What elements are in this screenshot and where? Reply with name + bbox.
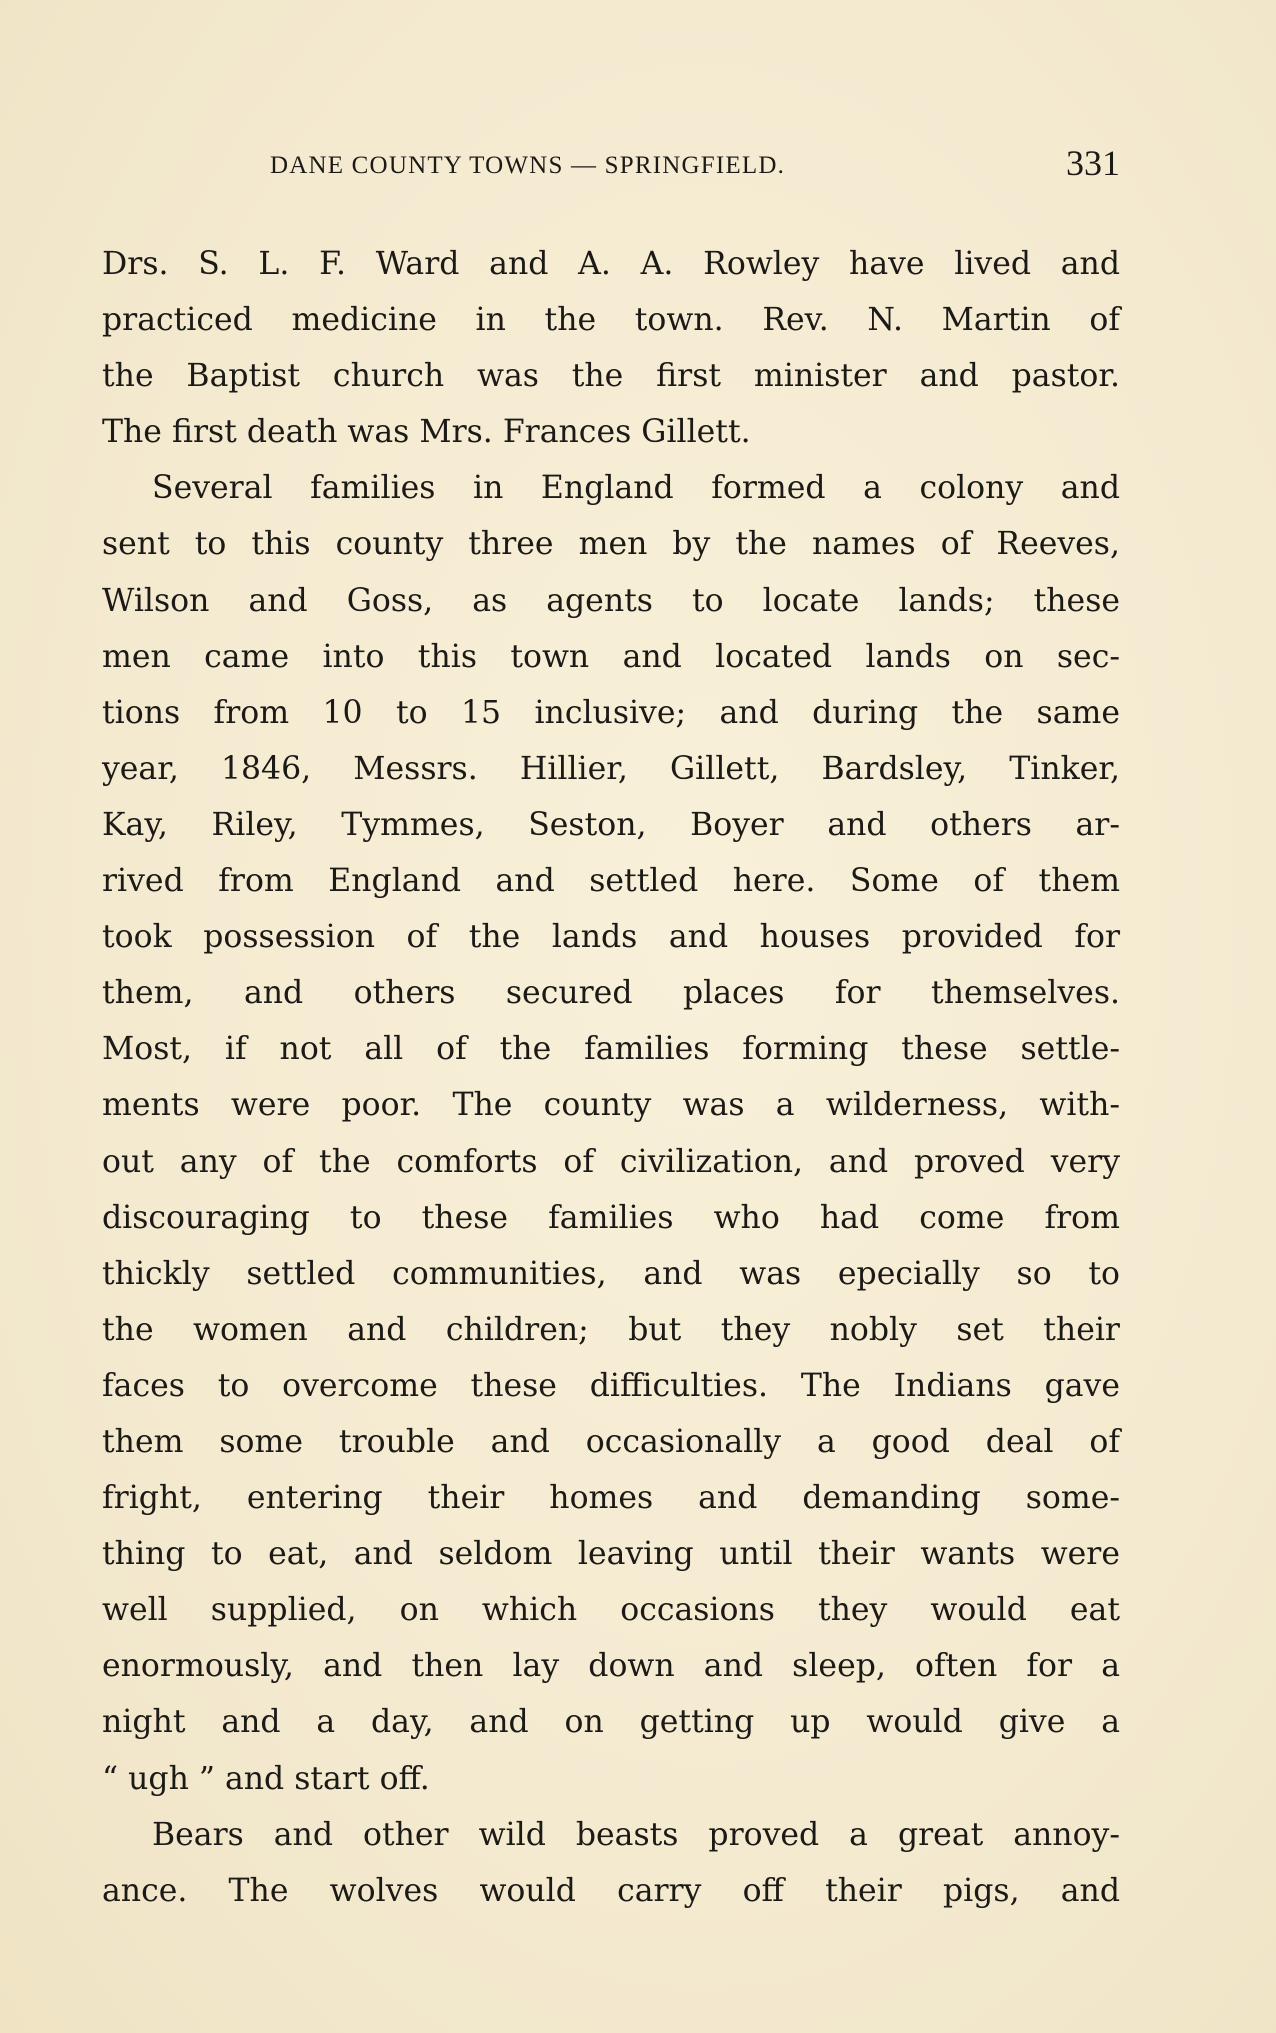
text-line: Wilson and Goss, as agents to locate lands; these — [102, 582, 1120, 619]
text-line: Most, if not all of the families forming these settle- — [102, 1031, 1120, 1068]
text-line: night and a day, and on getting up would give a — [102, 1704, 1120, 1741]
paragraph — [102, 460, 1120, 1806]
page-number: 331 — [1066, 143, 1120, 183]
text-line: ance. The wolves would carry off their pigs, and — [102, 1872, 1120, 1909]
text-line: the Baptist church was the first minister and pastor. — [102, 358, 1120, 395]
running-head — [102, 143, 1120, 186]
paragraph — [102, 1807, 1120, 1919]
text-line: The first death was Mrs. Frances Gillett. — [102, 414, 751, 451]
text-line: the women and children; but they nobly set their — [102, 1311, 1120, 1348]
text-line: well supplied, on which occasions they would eat — [102, 1592, 1120, 1629]
text-line: fright, entering their homes and demanding some- — [102, 1480, 1120, 1517]
text-line: took possession of the lands and houses provided for — [102, 919, 1120, 956]
text-line: rived from England and settled here. Some of them — [102, 863, 1120, 900]
text-line: “ ugh ” and start off. — [102, 1760, 430, 1797]
text-line: out any of the comforts of civilization, and proved very — [102, 1143, 1120, 1180]
paragraph — [102, 236, 1120, 460]
text-line: them some trouble and occasionally a good deal of — [102, 1423, 1120, 1460]
running-head-title: DANE COUNTY TOWNS — SPRINGFIELD. — [270, 152, 786, 179]
text-line: ments were poor. The county was a wilderness, with- — [102, 1087, 1120, 1124]
text-line: Several families in England formed a colony and — [152, 470, 1120, 507]
body-text — [102, 236, 1120, 1919]
text-line: thing to eat, and seldom leaving until their wants were — [102, 1536, 1120, 1573]
text-line: discouraging to these families who had come from — [102, 1199, 1120, 1236]
text-line: year, 1846, Messrs. Hillier, Gillett, Bardsley, Tinker, — [102, 750, 1120, 787]
text-line: men came into this town and located lands on sec- — [102, 638, 1120, 675]
text-line: sent to this county three men by the names of Reeves, — [102, 526, 1120, 563]
text-line: thickly settled communities, and was epecially so to — [102, 1255, 1120, 1292]
text-line: them, and others secured places for themselves. — [102, 975, 1120, 1012]
text-line: faces to overcome these difficulties. The Indians gave — [102, 1367, 1120, 1404]
text-line: enormously, and then lay down and sleep, often for a — [102, 1648, 1120, 1685]
text-line: Bears and other wild beasts proved a great annoy- — [152, 1816, 1120, 1853]
text-line: tions from 10 to 15 inclusive; and during the same — [102, 694, 1120, 731]
text-line: Kay, Riley, Tymmes, Seston, Boyer and others ar- — [102, 806, 1120, 843]
text-line: Drs. S. L. F. Ward and A. A. Rowley have lived and — [102, 246, 1120, 282]
text-line: practiced medicine in the town. Rev. N. Martin of — [102, 302, 1120, 339]
